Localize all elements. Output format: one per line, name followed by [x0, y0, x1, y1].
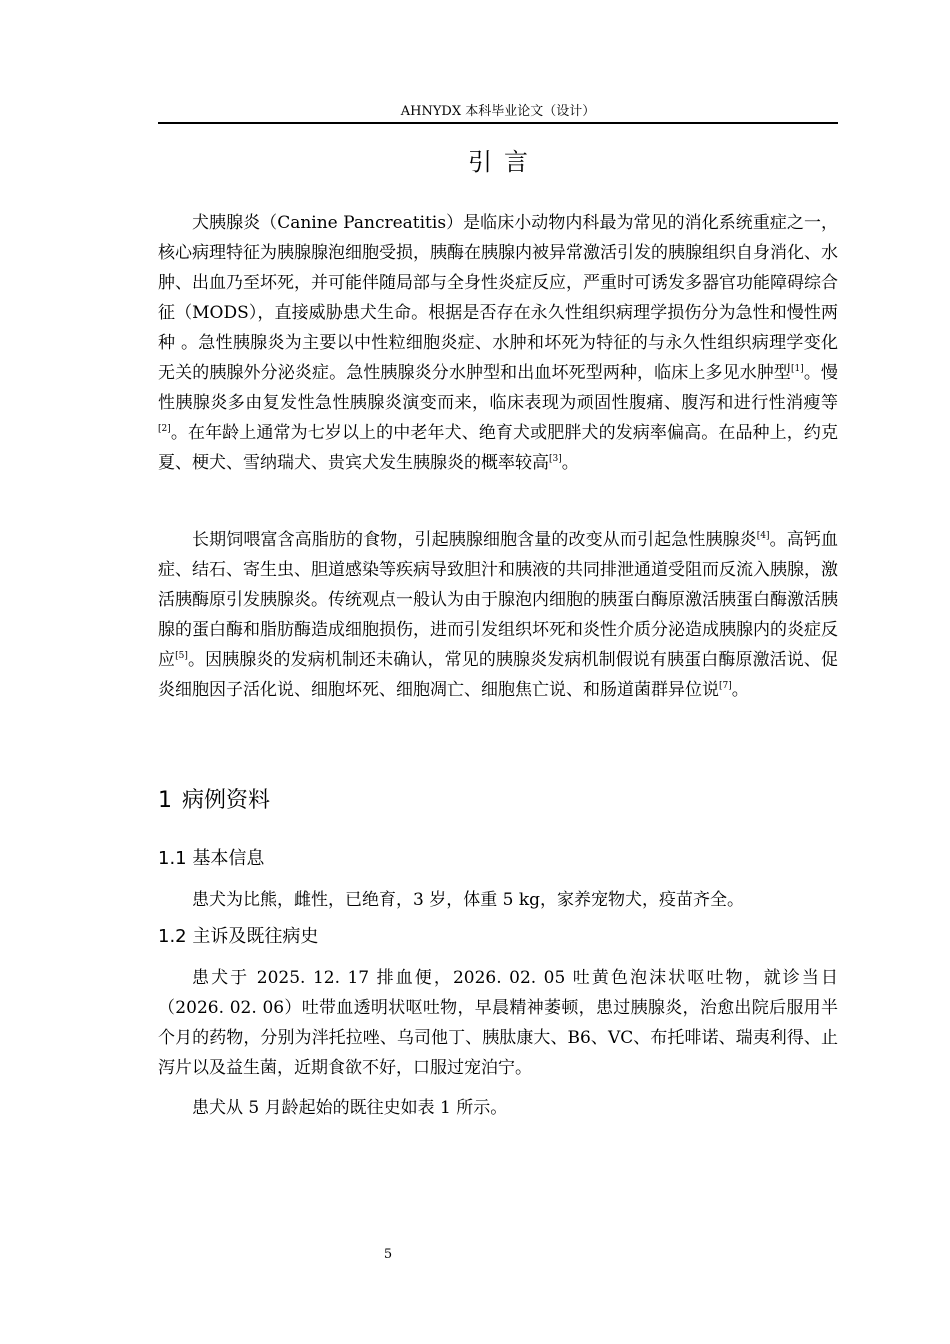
- citation-3: [3]: [549, 454, 562, 464]
- intro-paragraph-1: [158, 208, 838, 478]
- history-paragraph-1: 患犬于 2025. 12. 17 排血便，2026. 02. 05 吐黄色泡沫状呕吐物，就诊当日（2026. 02. 06）吐带血透明状呕吐物，早晨精神萎顿，患过胰腺炎，治愈出院后服用半个月的药物，分别为泮托拉唑、乌司他丁、胰肽康大、B6、VC、布托啡诺、瑞夷利得、止泻片以及益生菌，近期食欲不好，口服过宠泊宁。: [158, 968, 838, 1078]
- intro-p2-text-2: 。高钙血症、结石、寄生虫、胆道感染等疾病导致胆汁和胰液的共同排泄通道受阻而反流入胰腺，激活胰酶原引发胰腺炎。传统观点一般认为由于腺泡内细胞的胰蛋白酶原激活胰蛋白酶激活胰腺的蛋白酶和脂肪酶造成细胞损伤，进而引发组织坏死和炎性介质分泌造成胰腺内的炎症反应: [158, 530, 839, 670]
- intro-paragraph-2: [158, 525, 838, 705]
- intro-p1-text-2: 。慢性胰腺炎多由复发性急性胰腺炎演变而来，临床表现为顽固性腹痛、腹泻和进行性消瘦等: [158, 363, 838, 413]
- intro-p1-text-1: 犬胰腺炎（Canine Pancreatitis）是临床小动物内科最为常见的消化系统重症之一，核心病理特征为胰腺腺泡细胞受损，胰酶在胰腺内被异常激活引发的胰腺组织自身消化、水肿、出血乃至坏死，并可能伴随局部与全身性炎症反应，严重时可诱发多器官功能障碍综合征（MODS），直接威胁患犬生命。根据是否存在永久性组织病理学损伤分为急性和慢性两种 。急性胰腺炎为主要以中性粒细胞炎症、水肿和坏死为特征的与永久性组织病理学变化无关的胰腺外分泌炎症。急性胰腺炎分水肿型和出血坏死型两种，临床上多见水肿型: [158, 213, 838, 383]
- page-number: 5: [383, 1247, 393, 1262]
- subsection-heading-1-1: 1.1 基本信息: [158, 848, 265, 869]
- citation-1: [1]: [791, 364, 804, 374]
- history-paragraph-2: 患犬从 5 月龄起始的既往史如表 1 所示。: [192, 1098, 508, 1118]
- subsection-heading-1-2: 1.2 主诉及既往病史: [158, 926, 319, 947]
- citation-4: [4]: [756, 531, 770, 541]
- intro-p2-text-4: 。: [731, 680, 749, 700]
- running-header: AHNYDX 本科毕业论文（设计）: [400, 104, 596, 119]
- citation-7: [7]: [719, 681, 732, 691]
- citation-2: [2]: [158, 424, 171, 434]
- intro-p1-text-4: 。: [561, 453, 579, 473]
- basic-info-paragraph: 患犬为比熊，雌性，已绝育，3 岁，体重 5 kg，家养宠物犬，疫苗齐全。: [192, 890, 745, 910]
- citation-5: [5]: [175, 651, 188, 661]
- section-heading-1: [158, 786, 270, 816]
- section-number: 1: [158, 788, 172, 813]
- section-title: 病例资料: [182, 788, 271, 813]
- intro-p1-text-3: 。在年龄上通常为七岁以上的中老年犬、绝育犬或肥胖犬的发病率偏高。在品种上，约克夏、梗犬、雪纳瑞犬、贵宾犬发生胰腺炎的概率较高: [158, 423, 838, 473]
- header-rule: [158, 122, 838, 124]
- intro-p2-text-1: 长期饲喂富含高脂肪的食物，引起胰腺细胞含量的改变从而引起急性胰腺炎: [192, 530, 757, 550]
- intro-p2-text-3: 。因胰腺炎的发病机制还未确认，常见的胰腺炎发病机制假说有胰蛋白酶原激活说、促炎细胞因子活化说、细胞坏死、细胞凋亡、细胞焦亡说、和肠道菌群异位说: [158, 650, 838, 700]
- page-title: 引言: [468, 148, 540, 176]
